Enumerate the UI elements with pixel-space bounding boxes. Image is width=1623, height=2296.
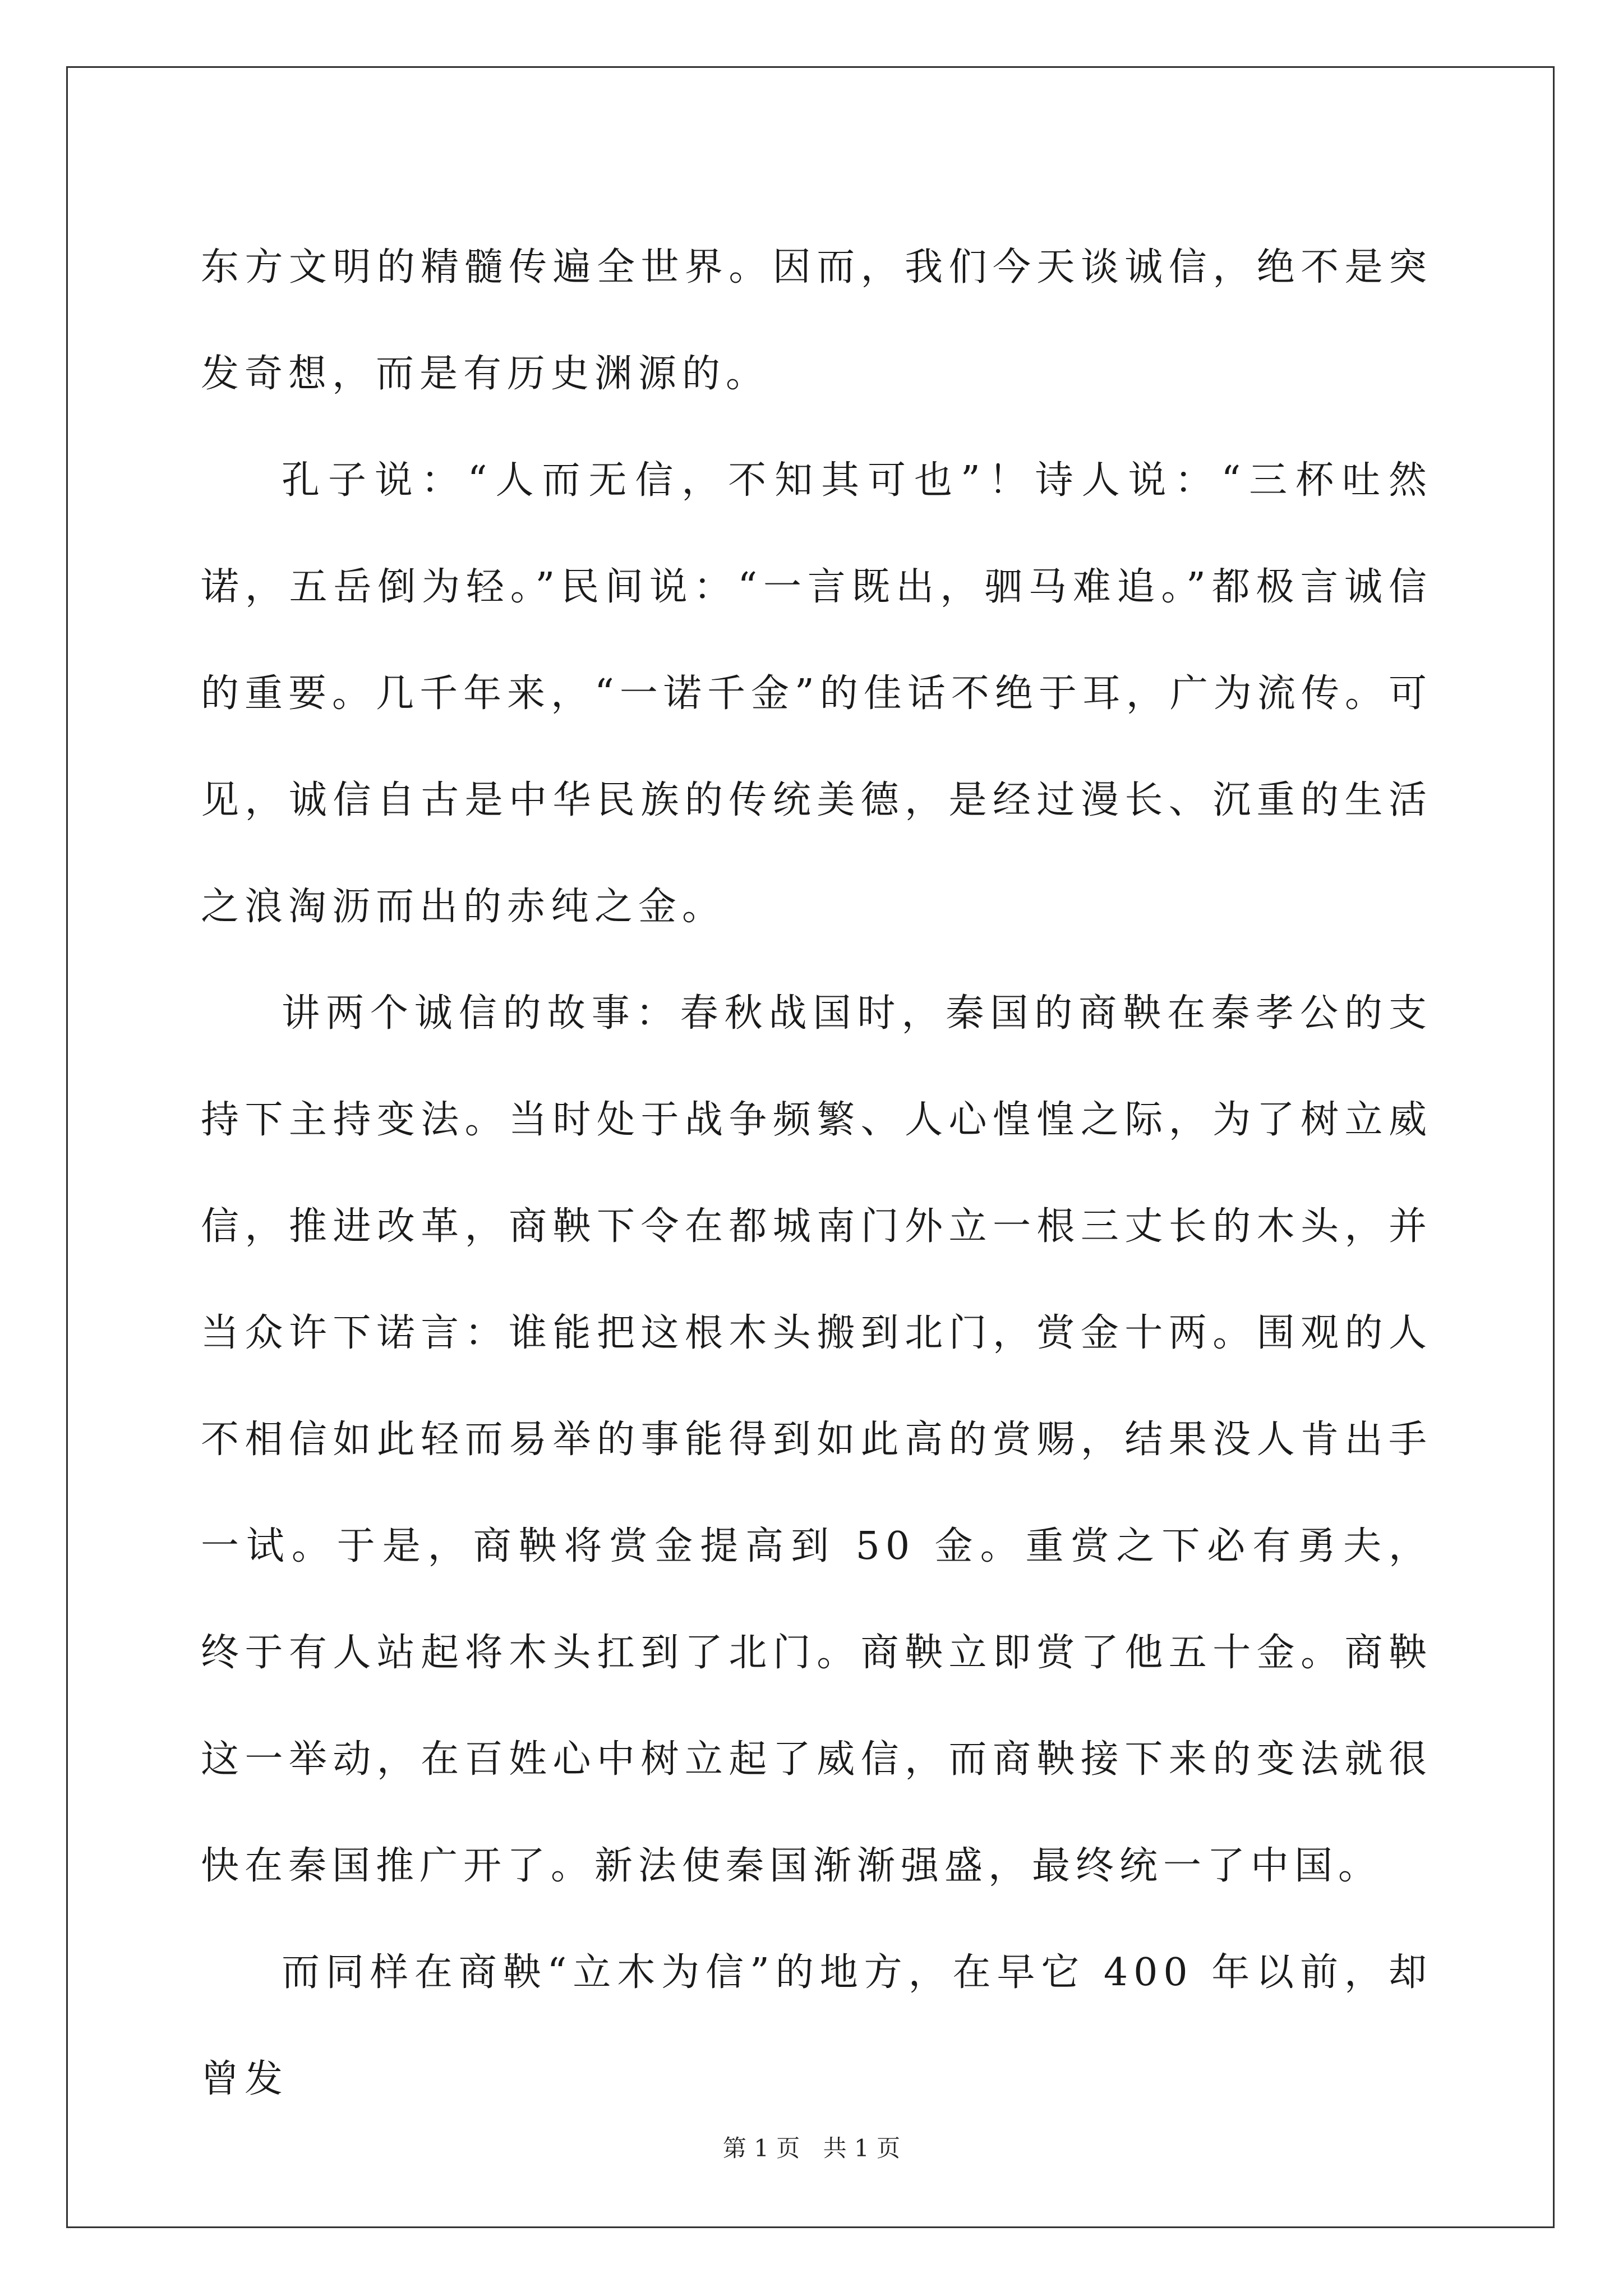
paragraph-2: 孔子说：“人而无信，不知其可也”！诗人说：“三杯吐然诺，五岳倒为轻。”民间说：“一言既出，驷马难追。”都极言诚信的重要。几千年来，“一诺千金”的佳话不绝于耳，广为流传。可见，诚信自古是中华民族的传统美德，是经过漫长、沉重的生活之浪淘沥而出的赤纯之金。 (201, 458, 1432, 929)
page-footer (0, 2132, 1623, 2165)
paragraph-4: 而同样在商鞅“立木为信”的地方，在早它 400 年以前，却曾发 (201, 1950, 1432, 2101)
page-total: 共 1 页 (823, 2134, 901, 2162)
document-body (201, 214, 1432, 2133)
paragraph-3: 讲两个诚信的故事：春秋战国时，秦国的商鞅在秦孝公的支持下主持变法。当时处于战争频繁、人心惶惶之际，为了树立威信，推进改革，商鞅下令在都城南门外立一根三丈长的木头，并当众许下诺言：谁能把这根木头搬到北门，赏金十两。围观的人不相信如此轻而易举的事能得到如此高的赏赐，结果没人肯出手一试。于是，商鞅将赏金提高到 50 金。重赏之下必有勇夫，终于有人站起将木头扛到了北门。商鞅立即赏了他五十金。商鞅这一举动，在百姓心中树立起了威信，而商鞅接下来的变法就很快在秦国推广开了。新法使秦国渐渐强盛，最终统一了中国。 (201, 991, 1432, 1888)
page-number: 第 1 页 (722, 2134, 800, 2162)
paragraph-1: 东方文明的精髓传遍全世界。因而，我们今天谈诚信，绝不是突发奇想，而是有历史渊源的。 (201, 245, 1432, 396)
